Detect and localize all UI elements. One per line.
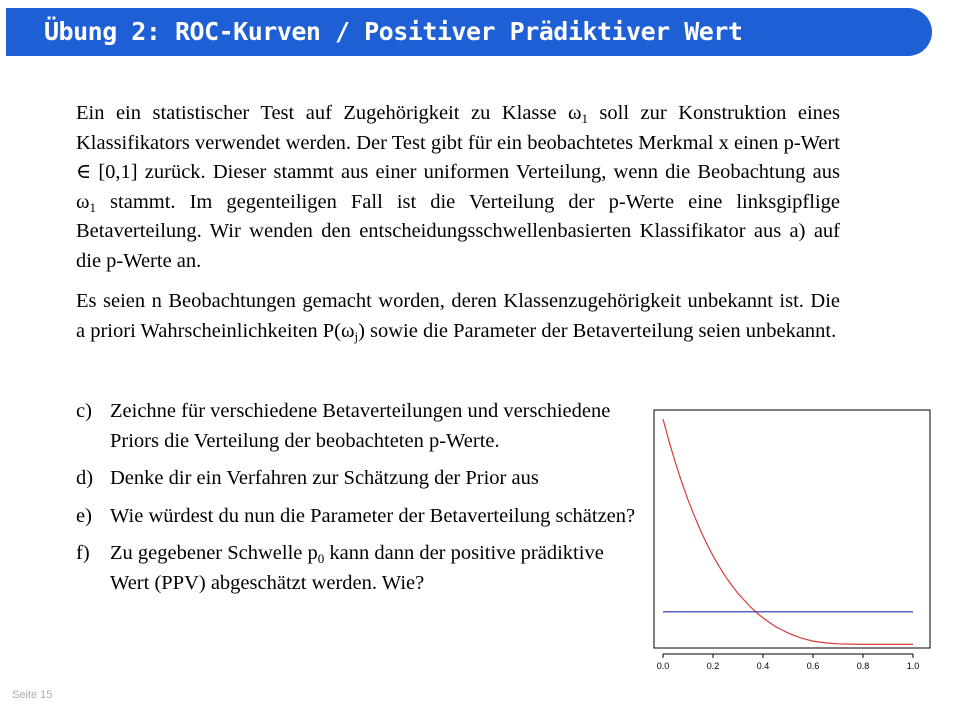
intro-subscript-2: 1 [89, 199, 96, 215]
task-letter: e) [76, 504, 92, 527]
task-letter: f) [76, 542, 90, 564]
x-tick-label: 0.0 [656, 661, 670, 671]
x-axis [657, 654, 920, 671]
intro-text-1: Ein ein statistischer Test auf Zugehörigkeit zu Klasse ω [76, 102, 582, 124]
intro-text-3: stammt. Im gegenteiligen Fall ist die Verteilung der p-Werte eine linksgipflige Betaverteilung. Wir wenden den entscheidungsschwellenbasierten Klassifikator aus a) auf die p-Werte an. [76, 190, 840, 272]
x-tick-label: 0.6 [806, 661, 820, 671]
task-item-c [76, 397, 636, 456]
task-item-d [76, 464, 636, 494]
x-tick-label: 0.4 [756, 661, 770, 671]
task-list [76, 397, 636, 606]
series-layer [663, 419, 913, 644]
task-subscript: 0 [317, 551, 325, 566]
intro-paragraph [76, 99, 840, 276]
title-banner [6, 8, 932, 56]
assumption-text-1: Es seien n Beobachtungen gemacht worden, deren Klassenzugehörigkeit unbekannt ist. Die a priori Wahrscheinlichkeiten P(ω [76, 290, 840, 342]
assumption-paragraph [76, 287, 840, 346]
task-letter: c) [76, 400, 92, 422]
x-tick-label: 0.8 [856, 661, 870, 671]
beta-density-line [663, 419, 913, 644]
task-text-part-2: kann dann der positive prädiktive Wert (PPV) abgeschätzt werden. Wie? [110, 542, 604, 594]
x-tick-label: 1.0 [906, 661, 920, 671]
beta-density-chart [640, 400, 940, 680]
task-text: Denke dir ein Verfahren zur Schätzung der Prior aus [110, 467, 539, 489]
task-item-f [76, 539, 636, 598]
task-letter: d) [76, 467, 94, 489]
x-tick-label: 0.2 [706, 661, 720, 671]
assumption-text-2: ) sowie die Parameter der Betaverteilung seien unbekannt. [358, 319, 837, 342]
intro-subscript-1: 1 [581, 111, 588, 126]
page-title: Übung 2: ROC-Kurven / Positiver Prädiktiver Wert [44, 17, 743, 46]
task-text-part-1: Zu gegebener Schwelle p [110, 542, 318, 564]
assumption-subscript: j [354, 328, 359, 344]
task-text: Zeichne für verschiedene Betaverteilungen und verschiedene Priors die Verteilung der beobachteten p-Werte. [110, 400, 611, 452]
task-text: Wie würdest du nun die Parameter der Betaverteilung schätzen? [110, 504, 636, 527]
task-item-e [76, 502, 636, 532]
intro-text-2: soll zur Konstruktion eines Klassifikators verwendet werden. Der Test gibt für ein beobachtetes Merkmal x einen p-Wert ∈ [0,1] zurück. Dieser stammt aus einer uniformen Verteilung, wenn die Beobachtung aus ω [76, 102, 840, 213]
page-number: Seite 15 [12, 689, 53, 701]
